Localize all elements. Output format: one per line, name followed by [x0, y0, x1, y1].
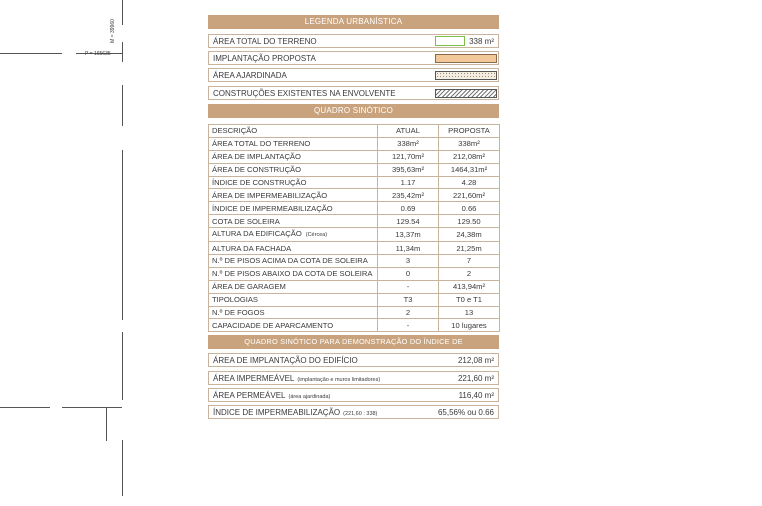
row-current-value: 129.54	[378, 215, 439, 228]
row-note: (Cércea)	[305, 232, 328, 239]
imperm-row-note: (área ajardinada)	[288, 394, 331, 400]
column-header-description: DESCRIÇÃO	[209, 125, 378, 138]
row-description: N.º DE PISOS ABAIXO DA COTA DE SOLEIRA	[209, 267, 378, 280]
row-proposed-value: 413,94m²	[439, 280, 500, 293]
row-current-value: 1.17	[378, 176, 439, 189]
column-header-current: ATUAL	[378, 125, 439, 138]
row-description: ÁREA TOTAL DO TERRENO	[209, 137, 378, 150]
row-description: ÁREA DE IMPERMEABILIZAÇÃO	[209, 189, 378, 202]
cad-line	[62, 407, 107, 408]
row-description: ALTURA DA FACHADA	[209, 242, 378, 255]
table-row	[209, 319, 500, 332]
row-description: ALTURA DA EDIFICAÇÃO (Cércea)	[209, 228, 378, 242]
cad-line	[122, 42, 123, 62]
hatched-fill-swatch	[435, 89, 497, 98]
cad-line	[0, 53, 62, 54]
dotted-fill-swatch	[435, 71, 497, 80]
imperm-header: QUADRO SINÓTICO PARA DEMONSTRAÇÃO DO ÍNDICE DE IMPERMEABILIZAÇÃO	[208, 335, 499, 349]
legend-header: LEGENDA URBANÍSTICA	[208, 15, 499, 29]
imperm-row	[208, 388, 499, 402]
row-current-value: -	[378, 280, 439, 293]
legend-item-value: 338 m²	[469, 37, 494, 46]
table-row	[209, 176, 500, 189]
row-description: ÁREA DE IMPLANTAÇÃO	[209, 150, 378, 163]
table-header-row	[209, 125, 500, 138]
row-description: N.º DE FOGOS	[209, 306, 378, 319]
imperm-row-label: ÁREA DE IMPLANTAÇÃO DO EDIFÍCIO	[213, 356, 358, 365]
imperm-row-note: (221,60 : 338)	[343, 411, 378, 417]
row-proposed-value: 221,60m²	[439, 189, 500, 202]
table-row	[209, 255, 500, 268]
table-row	[209, 242, 500, 255]
row-description: ÍNDICE DE CONSTRUÇÃO	[209, 176, 378, 189]
row-proposed-value: 1464,31m²	[439, 163, 500, 176]
cad-line	[122, 440, 123, 496]
cad-m-coordinate: M = 39960	[109, 19, 116, 43]
legend-item-label: CONSTRUÇÕES EXISTENTES NA ENVOLVENTE	[213, 89, 396, 98]
legend-item-label: ÁREA AJARDINADA	[213, 71, 287, 80]
table-row	[209, 306, 500, 319]
row-current-value: 13,37m	[378, 228, 439, 242]
table-row	[209, 267, 500, 280]
cad-line	[0, 407, 50, 408]
row-proposed-value: T0 e T1	[439, 293, 500, 306]
synoptic-table	[208, 124, 500, 332]
row-description: COTA DE SOLEIRA	[209, 215, 378, 228]
row-proposed-value: 13	[439, 306, 500, 319]
row-proposed-value: 2	[439, 267, 500, 280]
row-current-value: 235,42m²	[378, 189, 439, 202]
row-description: TIPOLOGIAS	[209, 293, 378, 306]
table-row	[209, 215, 500, 228]
row-proposed-value: 21,25m	[439, 242, 500, 255]
imperm-row	[208, 405, 499, 419]
row-proposed-value: 4.28	[439, 176, 500, 189]
legend-item-garden-area	[208, 68, 499, 82]
cad-line	[106, 407, 107, 441]
imperm-row-value: 212,08 m²	[457, 356, 494, 365]
table-row	[209, 163, 500, 176]
row-current-value: 395,63m²	[378, 163, 439, 176]
row-current-value: 0	[378, 267, 439, 280]
legend-item-label: ÁREA TOTAL DO TERRENO	[213, 37, 317, 46]
row-description: ÁREA DE GARAGEM	[209, 280, 378, 293]
legend-item-total-area	[208, 34, 499, 48]
imperm-row	[208, 353, 499, 367]
row-current-value: 338m²	[378, 137, 439, 150]
row-description: ÍNDICE DE IMPERMEABILIZAÇÃO	[209, 202, 378, 215]
imperm-row	[208, 371, 499, 385]
imperm-row-value: 221,60 m²	[457, 374, 494, 383]
imperm-row-note: (implantação e muros limitadores)	[297, 377, 381, 383]
legend-item-label: IMPLANTAÇÃO PROPOSTA	[213, 54, 316, 63]
tan-fill-swatch	[435, 54, 497, 63]
cad-p-coordinate: P = 165635	[85, 51, 111, 57]
synoptic-header: QUADRO SINÓTICO	[208, 104, 499, 118]
row-proposed-value: 129.50	[439, 215, 500, 228]
row-description: N.º DE PISOS ACIMA DA COTA DE SOLEIRA	[209, 255, 378, 268]
row-current-value: T3	[378, 293, 439, 306]
row-description: CAPACIDADE DE APARCAMENTO	[209, 319, 378, 332]
row-proposed-value: 0.66	[439, 202, 500, 215]
table-row	[209, 228, 500, 242]
imperm-row-value: 116,40 m²	[458, 391, 494, 400]
table-row	[209, 293, 500, 306]
imperm-row-label: ÁREA PERMEÁVEL (área ajardinada)	[213, 391, 331, 400]
green-outline-swatch	[435, 36, 465, 46]
row-current-value: 121,70m²	[378, 150, 439, 163]
table-row	[209, 202, 500, 215]
row-proposed-value: 24,38m	[439, 228, 500, 242]
row-proposed-value: 212,08m²	[439, 150, 500, 163]
cad-line	[106, 407, 122, 408]
row-current-value: 3	[378, 255, 439, 268]
row-proposed-value: 338m²	[439, 137, 500, 150]
table-row	[209, 280, 500, 293]
table-row	[209, 189, 500, 202]
cad-line	[122, 150, 123, 320]
row-current-value: 2	[378, 306, 439, 319]
legend-item-existing-constructions	[208, 86, 499, 100]
imperm-row-label: ÁREA IMPERMEÁVEL (implantação e muros limitadores)	[213, 374, 381, 383]
row-description: ÁREA DE CONSTRUÇÃO	[209, 163, 378, 176]
row-current-value: 0.69	[378, 202, 439, 215]
row-proposed-value: 10 lugares	[439, 319, 500, 332]
cad-line	[122, 85, 123, 126]
imperm-row-label: ÍNDICE DE IMPERMEABILIZAÇÃO (221,60 : 338)	[213, 408, 378, 417]
table-row	[209, 137, 500, 150]
column-header-proposed: PROPOSTA	[439, 125, 500, 138]
row-proposed-value: 7	[439, 255, 500, 268]
row-current-value: -	[378, 319, 439, 332]
row-current-value: 11,34m	[378, 242, 439, 255]
table-row	[209, 150, 500, 163]
cad-line	[122, 332, 123, 400]
legend-item-proposed-implantation	[208, 51, 499, 65]
cad-line	[122, 0, 123, 25]
imperm-row-value: 65,56% ou 0.66	[437, 408, 494, 417]
